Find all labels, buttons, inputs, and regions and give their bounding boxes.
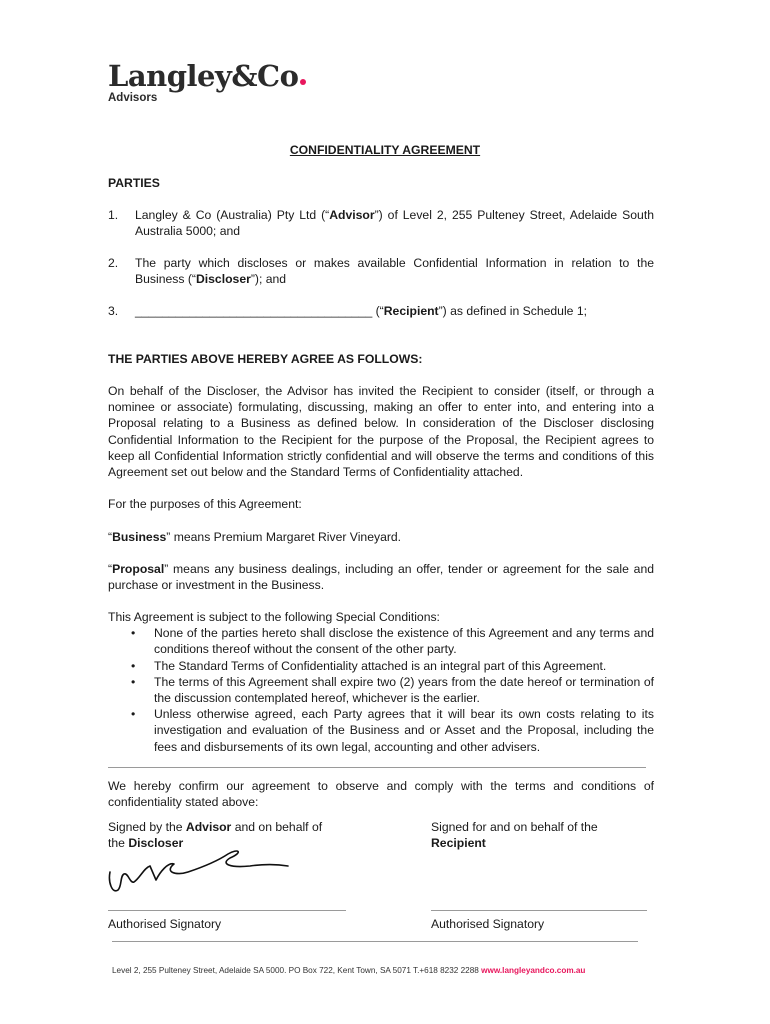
list-item: • Unless otherwise agreed, each Party agrees that it will bear its own costs relating to its investigation and evaluation of the Business and or Asset and the Proposal, including the fees and disbursements of its own legal, accounting and other advisers.: [131, 707, 654, 754]
bullet-icon: •: [131, 658, 136, 673]
party-term: Discloser: [195, 272, 251, 287]
bullet-icon: •: [131, 626, 136, 641]
page-footer: [112, 966, 585, 976]
agree-heading: THE PARTIES ABOVE HEREBY AGREE AS FOLLOWS:: [108, 352, 423, 366]
footer-address: Level 2, 255 Pulteney Street, Adelaide SA 5000. PO Box 722, Kent Town, SA 5071 T.+618 8232 2288: [112, 966, 482, 975]
authorised-signatory-left: Authorised Signatory: [108, 917, 222, 931]
business-definition: “Business” means Premium Margaret River Vineyard.: [108, 530, 402, 544]
special-conditions-list: [108, 625, 654, 755]
party-text: ”) of Level 2, 255 Pulteney Street, Adelaide South Australia 5000; and: [135, 208, 654, 239]
business-term: Business: [112, 530, 167, 544]
signature-line-right: [431, 910, 647, 911]
signature-line-left: [108, 910, 346, 911]
intro-paragraph: On behalf of the Discloser, the Advisor has invited the Recipient to consider (itself, or through a nominee or associate) formulating, discussing, making an offer to enter into, and entering into a Proposal relating to a Business as defined below. In consideration of the Discloser disclosing Confidential Information to the Recipient for the purpose of the Proposal, the Recipient agrees to keep all Confidential Information strictly confidential and will observe the terms and conditions of this Agreement set out below and the Standard Terms of Confidentiality attached.: [108, 384, 654, 480]
party-term: Advisor: [329, 208, 375, 222]
party-item-1: [108, 207, 654, 239]
party-number: 3.: [108, 304, 119, 318]
party-term: Recipient: [383, 304, 439, 318]
party-text: The party which discloses or makes available Confidential Information in relation to the Business (“: [135, 256, 654, 287]
authorised-signatory-right: Authorised Signatory: [431, 917, 545, 931]
party-text: Langley & Co (Australia) Pty Ltd (“: [135, 208, 330, 222]
footer-divider: [112, 941, 638, 942]
confirmation-paragraph: We hereby confirm our agreement to observe and comply with the terms and conditions of confidentiality stated above:: [108, 779, 654, 810]
purposes-line: For the purposes of this Agreement:: [108, 497, 302, 511]
special-conditions: [108, 609, 654, 755]
list-item: • None of the parties hereto shall disclose the existence of this Agreement and any terms and conditions thereof without the consent of the other party.: [131, 626, 654, 657]
signature-label-right: Signed for and on behalf of the Recipient: [431, 820, 598, 851]
signature-label-left: Signed by the Advisor and on behalf of the Discloser: [108, 820, 323, 851]
logo-dot: [300, 79, 306, 85]
document-title: CONFIDENTIALITY AGREEMENT: [289, 143, 481, 157]
company-logo: [108, 60, 306, 105]
party-text: ”); and: [250, 272, 287, 287]
party-item-2: [108, 255, 654, 287]
logo-subtitle: Advisors: [108, 92, 158, 104]
list-item: • The Standard Terms of Confidentiality attached is an integral part of this Agreement.: [131, 658, 607, 673]
party-number: 1.: [108, 208, 119, 222]
proposal-term: Proposal: [112, 562, 165, 576]
handwritten-signature: [104, 842, 294, 902]
special-conditions-intro: This Agreement is subject to the following Special Conditions:: [108, 610, 440, 624]
proposal-definition: “Proposal” means any business dealings, including an offer, tender or agreement for the sale and purchase or investment in the Business.: [108, 562, 654, 593]
party-item-3: [108, 303, 654, 319]
bullet-icon: •: [131, 707, 136, 722]
logo-wordmark: Langley&Co: [108, 59, 299, 93]
footer-website-link[interactable]: www.langleyandco.com.au: [481, 966, 586, 975]
party-text: ”) as defined in Schedule 1;: [438, 304, 587, 318]
section-divider: [108, 767, 646, 768]
bullet-icon: •: [131, 674, 136, 689]
party-number: 2.: [108, 256, 119, 270]
party-text: ___________________________________ (“: [135, 304, 384, 318]
list-item: • The terms of this Agreement shall expire two (2) years from the date hereof or termination of the discussion contemplated hereof, whichever is the earlier.: [131, 674, 654, 706]
parties-heading: PARTIES: [108, 176, 160, 190]
